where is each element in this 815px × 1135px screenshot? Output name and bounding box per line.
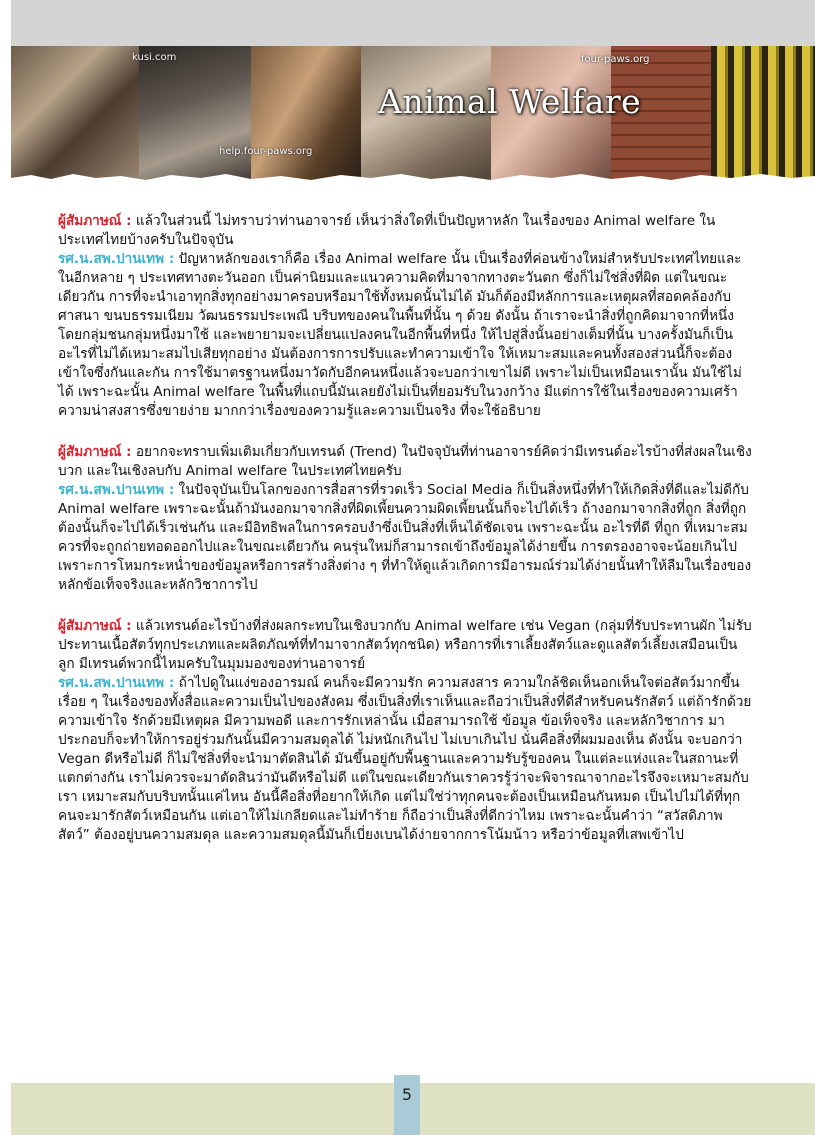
interview-block-2 [58,443,753,595]
respondent-label: รศ.น.สพ.ปานเทพ : [58,482,175,498]
interview-block-1 [58,212,753,421]
interview-block-3 [58,617,753,845]
banner-credit-3: help.four-paws.org [219,146,313,157]
banner-photo-cow [139,46,251,182]
banner-photo-cats [11,46,139,182]
banner-torn-edge [11,168,815,182]
top-bar [11,0,815,46]
banner-title: Animal Welfare [378,82,642,121]
respondent-label: รศ.น.สพ.ปานเทพ : [58,251,175,267]
answer-text: ปัญหาหลักของเราก็คือ เรื่อง Animal welfare นั้น เป็นเรื่องที่ค่อนข้างใหม่สำหรับประเทศไทยและในอีกหลาย ๆ ประเทศทางตะวันออก เป็นค่านิยมและแนวความคิดที่มาจากทางตะวันตก ซึ่งก็ไม่ใช่สิ่งที่ผิด แต่ในขณะเดียวกัน การที่จะนำเอาทุกสิ่งทุกอย่างมาครอบหรือมาใช้ทั้งหมดนั้นไม่ได้ มันก็ต้องมีหลักการและเหตุผลที่สอดคล้องกับศาสนา ขนบธรรมเนียม วัฒนธรรมประเพณี บริบทของคนในพื้นที่นั้น ๆ ด้วย ดังนั้น ถ้าเราจะนำสิ่งที่ถูกคิดมาจากที่หนึ่งโดยกลุ่มชนกลุ่มหนึ่งมาใช้ และพยายามจะเปลี่ยนแปลงคนในอีกพื้นที่หนึ่ง ให้ไปสู่สิ่งนั้นอย่างเต็มที่นั้น บางครั้งมันก็เป็นอะไรที่ไม่ได้เหมาะสมไปเสียทุกอย่าง มันต้องการการปรับและทำความเข้าใจ ให้เหมาะสมและคนทั้งสองส่วนนี้ก็จะต้องเข้าใจซึ่งกันและกัน การใช้มาตรฐานหนึ่งมาวัดกับอีกคนหนึ่งแล้วจะบอกว่าเขาไม่ดี เพราะไม่เป็นเหมือนเรานั้น มันใช้ไม่ได้ เพราะฉะนั้น Animal welfare ในพื้นที่แถบนี้มันเลยยังไม่เป็นที่ยอมรับในวงกว้าง มีแต่การใช้ในเรื่องของความเศร้า ความน่าสงสารซึ่งขายง่าย มากกว่าเรื่องของความรู้และความเป็นจริง ที่จะใช้อธิบาย [58,251,742,419]
question-text: แล้วในส่วนนี้ ไม่ทราบว่าท่านอาจารย์ เห็นว่าสิ่งใดที่เป็นปัญหาหลัก ในเรื่องของ Animal welfare ในประเทศไทยบ้างครับในปัจจุบัน [58,213,716,248]
page-number-tab [394,1075,420,1135]
banner-credit-2: four-paws.org [581,54,650,65]
page-number: 5 [401,1085,413,1104]
interviewer-label: ผู้สัมภาษณ์ : [58,444,132,460]
question-text: อยากจะทราบเพิ่มเติมเกี่ยวกับเทรนด์ (Trend) ในปัจจุบันที่ท่านอาจารย์คิดว่ามีเทรนด์อะไรบ้างที่ส่งผลในเชิงบวก และในเชิงลบกับ Animal welfare ในประเทศไทยครับ [58,444,752,479]
answer-text: ถ้าไปดูในแง่ของอารมณ์ คนก็จะมีความรัก ความสงสาร ความใกล้ชิดเห็นอกเห็นใจต่อสัตว์มากขึ้นเรื่อย ๆ ในเรื่องของทั้งสื่อและความเป็นไปของสังคม ซึ่งเป็นสิ่งที่เราเห็นและถือว่าเป็นสิ่งที่ดีสำหรับคนรักสัตว์ แต่ถ้ารักด้วยความเข้าใจ รักด้วยมีเหตุผล มีความพอดี และการรักเหล่านั้น เมื่อสามารถใช้ ข้อมูล ข้อเท็จจริง และหลักวิชาการ มาประกอบก็จะทำให้การอยู่ร่วมกันนั้นมีความสมดุลได้ ไม่หนักเกินไป ไม่เบาเกินไป นั่นคือสิ่งที่ผมมองเห็น ดังนั้น จะบอกว่า Vegan ดีหรือไม่ดี ก็ไม่ใช่สิ่งที่จะนำมาตัดสินได้ มันขึ้นอยู่กับพื้นฐานและความรับรู้ของคน ในแต่ละแห่งและในสถานะที่แตกต่างกัน เราไม่ควรจะมาตัดสินว่ามันดีหรือไม่ดี แต่ในขณะเดียวกันเราควรรู้ว่าจะพิจารณาจากอะไรจึงจะเหมาะสมกับเรา เหมาะสมกับบริบทนั้นแค่ไหน อันนี้คือสิ่งที่อยากให้เกิด แต่ไม่ใช่ว่าทุกคนจะต้องเป็นเหมือนกันหมด เป็นไปไม่ได้ที่ทุกคนจะมารักสัตว์เหมือนกัน แต่เอาให้ไม่เกลียดและไม่ทำร้าย ก็ถือว่าเป็นสิ่งที่ดีกว่าไหม เพราะฉะนั้นคำว่า “สวัสดิภาพสัตว์” ต้องอยู่บนความสมดุล และความสมดุลนี้มันก็เบี่ยงเบนได้ง่ายจากการโน้มน้าว หรือว่าข้อมูลที่เสพเข้าไป [58,675,752,843]
banner-photo-bars [711,46,815,182]
header-banner [11,46,815,182]
respondent-label: รศ.น.สพ.ปานเทพ : [58,675,175,691]
interviewer-label: ผู้สัมภาษณ์ : [58,618,132,634]
interview-body [58,212,753,867]
question-text: แล้วเทรนด์อะไรบ้างที่ส่งผลกระทบในเชิงบวกกับ Animal welfare เช่น Vegan (กลุ่มที่รับประทานผัก ไม่รับประทานเนื้อสัตว์ทุกประเภทและผลิตภัณฑ์ที่ทำมาจากสัตว์ทุกชนิด) หรือการที่เราเลี้ยงสัตว์และดูแลสัตว์เลี้ยงเสมือนเป็นลูก มีเทรนด์พวกนี้ไหมครับในมุมมองของท่านอาจารย์ [58,618,752,672]
answer-text: ในปัจจุบันเป็นโลกของการสื่อสารที่รวดเร็ว Social Media ก็เป็นสิ่งหนึ่งที่ทำให้เกิดสิ่งที่ดีและไม่ดีกับ Animal welfare เพราะฉะนั้นถ้ามันงอกมาจากสิ่งที่ผิดเพี้ยนความผิดเพี้ยนนั้นก็จะไปได้เร็ว ถ้างอกมาจากสิ่งที่ถูก สิ่งที่ถูกต้องนั้นก็จะไปได้เร็วเช่นกัน และมีอิทธิพลในการครอบงำซึ่งเป็นสิ่งที่เห็นได้ชัดเจน เพราะฉะนั้น อะไรที่ดี ที่ถูก ที่เหมาะสม ควรที่จะถูกถ่ายทอดออกไปและในขณะเดียวกัน คนรุ่นใหม่ก็สามารถเข้าถึงข้อมูลได้ง่ายขึ้น การตรองอาจจะน้อยเกินไป เพราะการโหมกระหน่ำของข้อมูลหรือการสร้างสิ่งต่าง ๆ ที่ทำให้ดูแล้วเกิดการมีอารมณ์ร่วมได้ง่ายนั้นทำให้ลืมในเรื่องของหลักข้อเท็จจริงและหลักวิชาการไป [58,482,752,593]
interviewer-label: ผู้สัมภาษณ์ : [58,213,132,229]
banner-credit-1: kusi.com [132,52,177,63]
banner-photo-cattle [251,46,361,182]
